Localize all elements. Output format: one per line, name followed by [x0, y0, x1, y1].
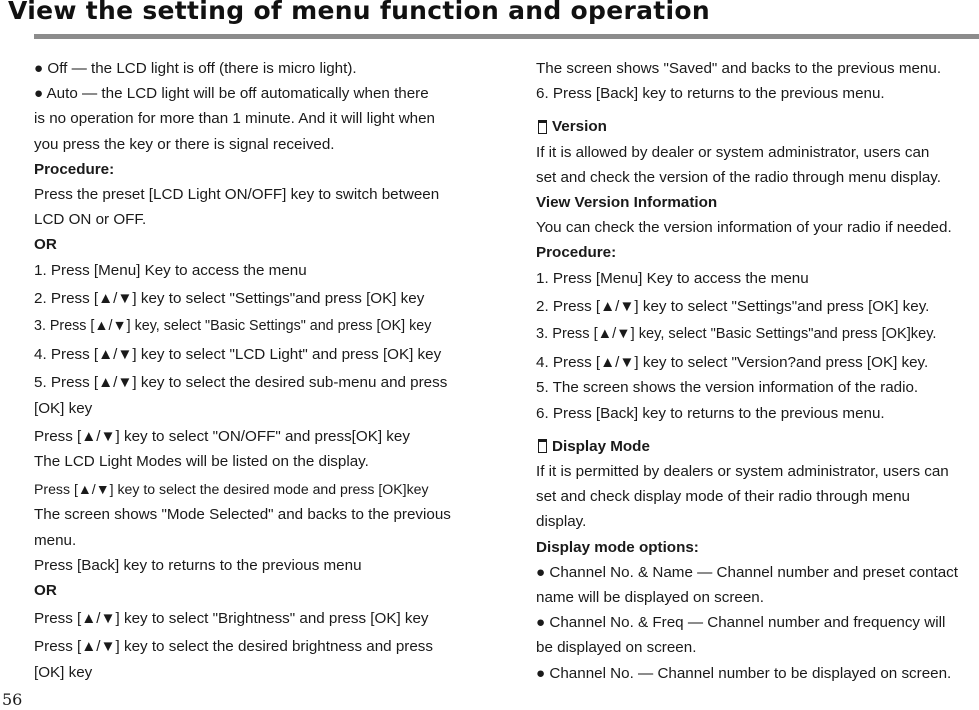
document-icon	[538, 120, 547, 134]
option-line: ● Channel No. — Channel number to be displayed on screen.	[536, 664, 952, 682]
step-line: 5. Press [▲/▼] key to select the desired sub-menu and press	[34, 374, 448, 392]
document-icon	[538, 439, 547, 453]
step-line: menu.	[34, 531, 77, 549]
step-line: The LCD Light Modes will be listed on the display.	[34, 453, 369, 471]
text-line: The screen shows "Saved" and backs to the previous menu.	[536, 60, 942, 77]
text-line: You can check the version information of your radio if needed.	[536, 219, 952, 237]
or-separator: OR	[34, 582, 57, 600]
step-line: 4. Press [▲/▼] key to select "LCD Light" and press [OK] key	[34, 346, 442, 364]
procedure-heading: Procedure:	[536, 244, 617, 262]
display-mode-section-heading	[536, 434, 979, 459]
step-line: [OK] key	[34, 399, 93, 417]
step-line: 3. Press [▲/▼] key, select "Basic Settings" and press [OK] key	[34, 318, 432, 335]
text-line: you press the key or there is signal received.	[34, 135, 335, 153]
option-line: ● Channel No. & Freq — Channel number and frequency will	[536, 614, 946, 632]
version-section-heading	[536, 114, 979, 139]
options-heading: Display mode options:	[536, 538, 699, 556]
step-line: 3. Press [▲/▼] key, select "Basic Settings"and press [OK]key.	[536, 326, 937, 343]
step-line: 2. Press [▲/▼] key to select "Settings"and press [OK] key.	[536, 297, 930, 315]
option-line: be displayed on screen.	[536, 639, 697, 657]
procedure-heading: Procedure:	[34, 160, 115, 178]
text-line: display.	[536, 513, 587, 531]
text-line: 6. Press [Back] key to returns to the previous menu.	[536, 85, 885, 103]
header-rule	[34, 34, 979, 39]
step-line: 5. The screen shows the version information of the radio.	[536, 379, 919, 397]
text-line: ● Off — the LCD light is off (there is micro light).	[34, 60, 357, 77]
step-line: 2. Press [▲/▼] key to select "Settings"and press [OK] key	[34, 289, 425, 307]
left-column	[34, 56, 484, 685]
step-line: The screen shows "Mode Selected" and backs to the previous	[34, 506, 451, 524]
text-line: If it is permitted by dealers or system administrator, users can	[536, 463, 949, 481]
step-line: Press [▲/▼] key to select the desired mode and press [OK]key	[34, 481, 429, 498]
step-line: Press [▲/▼] key to select the desired brightness and press	[34, 638, 433, 656]
step-line: [OK] key	[34, 663, 93, 681]
text-line: is no operation for more than 1 minute. And it will light when	[34, 110, 435, 128]
page-number: 56	[2, 690, 23, 709]
step-line: 1. Press [Menu] Key to access the menu	[536, 269, 809, 287]
text-line: If it is allowed by dealer or system administrator, users can	[536, 143, 930, 161]
step-line: Press [▲/▼] key to select "ON/OFF" and press[OK] key	[34, 427, 410, 445]
text-line: LCD ON or OFF.	[34, 211, 147, 229]
step-line: Press [Back] key to returns to the previous menu	[34, 556, 362, 574]
step-line: 1. Press [Menu] Key to access the menu	[34, 261, 307, 279]
or-separator: OR	[34, 236, 57, 254]
option-line: ● Channel No. & Name — Channel number and preset contact	[536, 563, 958, 581]
step-line: 4. Press [▲/▼] key to select "Version?and press [OK] key.	[536, 354, 929, 372]
version-heading-label: Version	[552, 118, 607, 136]
text-line: ● Auto — the LCD light will be off automatically when there	[34, 85, 429, 103]
option-line: name will be displayed on screen.	[536, 589, 764, 607]
view-version-subheading: View Version Information	[536, 194, 718, 212]
display-mode-heading-label: Display Mode	[552, 437, 650, 455]
text-line: set and check the version of the radio through menu display.	[536, 168, 941, 186]
step-line: Press [▲/▼] key to select "Brightness" and press [OK] key	[34, 610, 429, 628]
step-line: 6. Press [Back] key to returns to the previous menu.	[536, 404, 885, 422]
text-line: Press the preset [LCD Light ON/OFF] key to switch between	[34, 186, 440, 204]
right-column	[536, 56, 979, 686]
page-title: View the setting of menu function and operation	[8, 0, 710, 25]
text-line: set and check display mode of their radio through menu	[536, 488, 910, 506]
